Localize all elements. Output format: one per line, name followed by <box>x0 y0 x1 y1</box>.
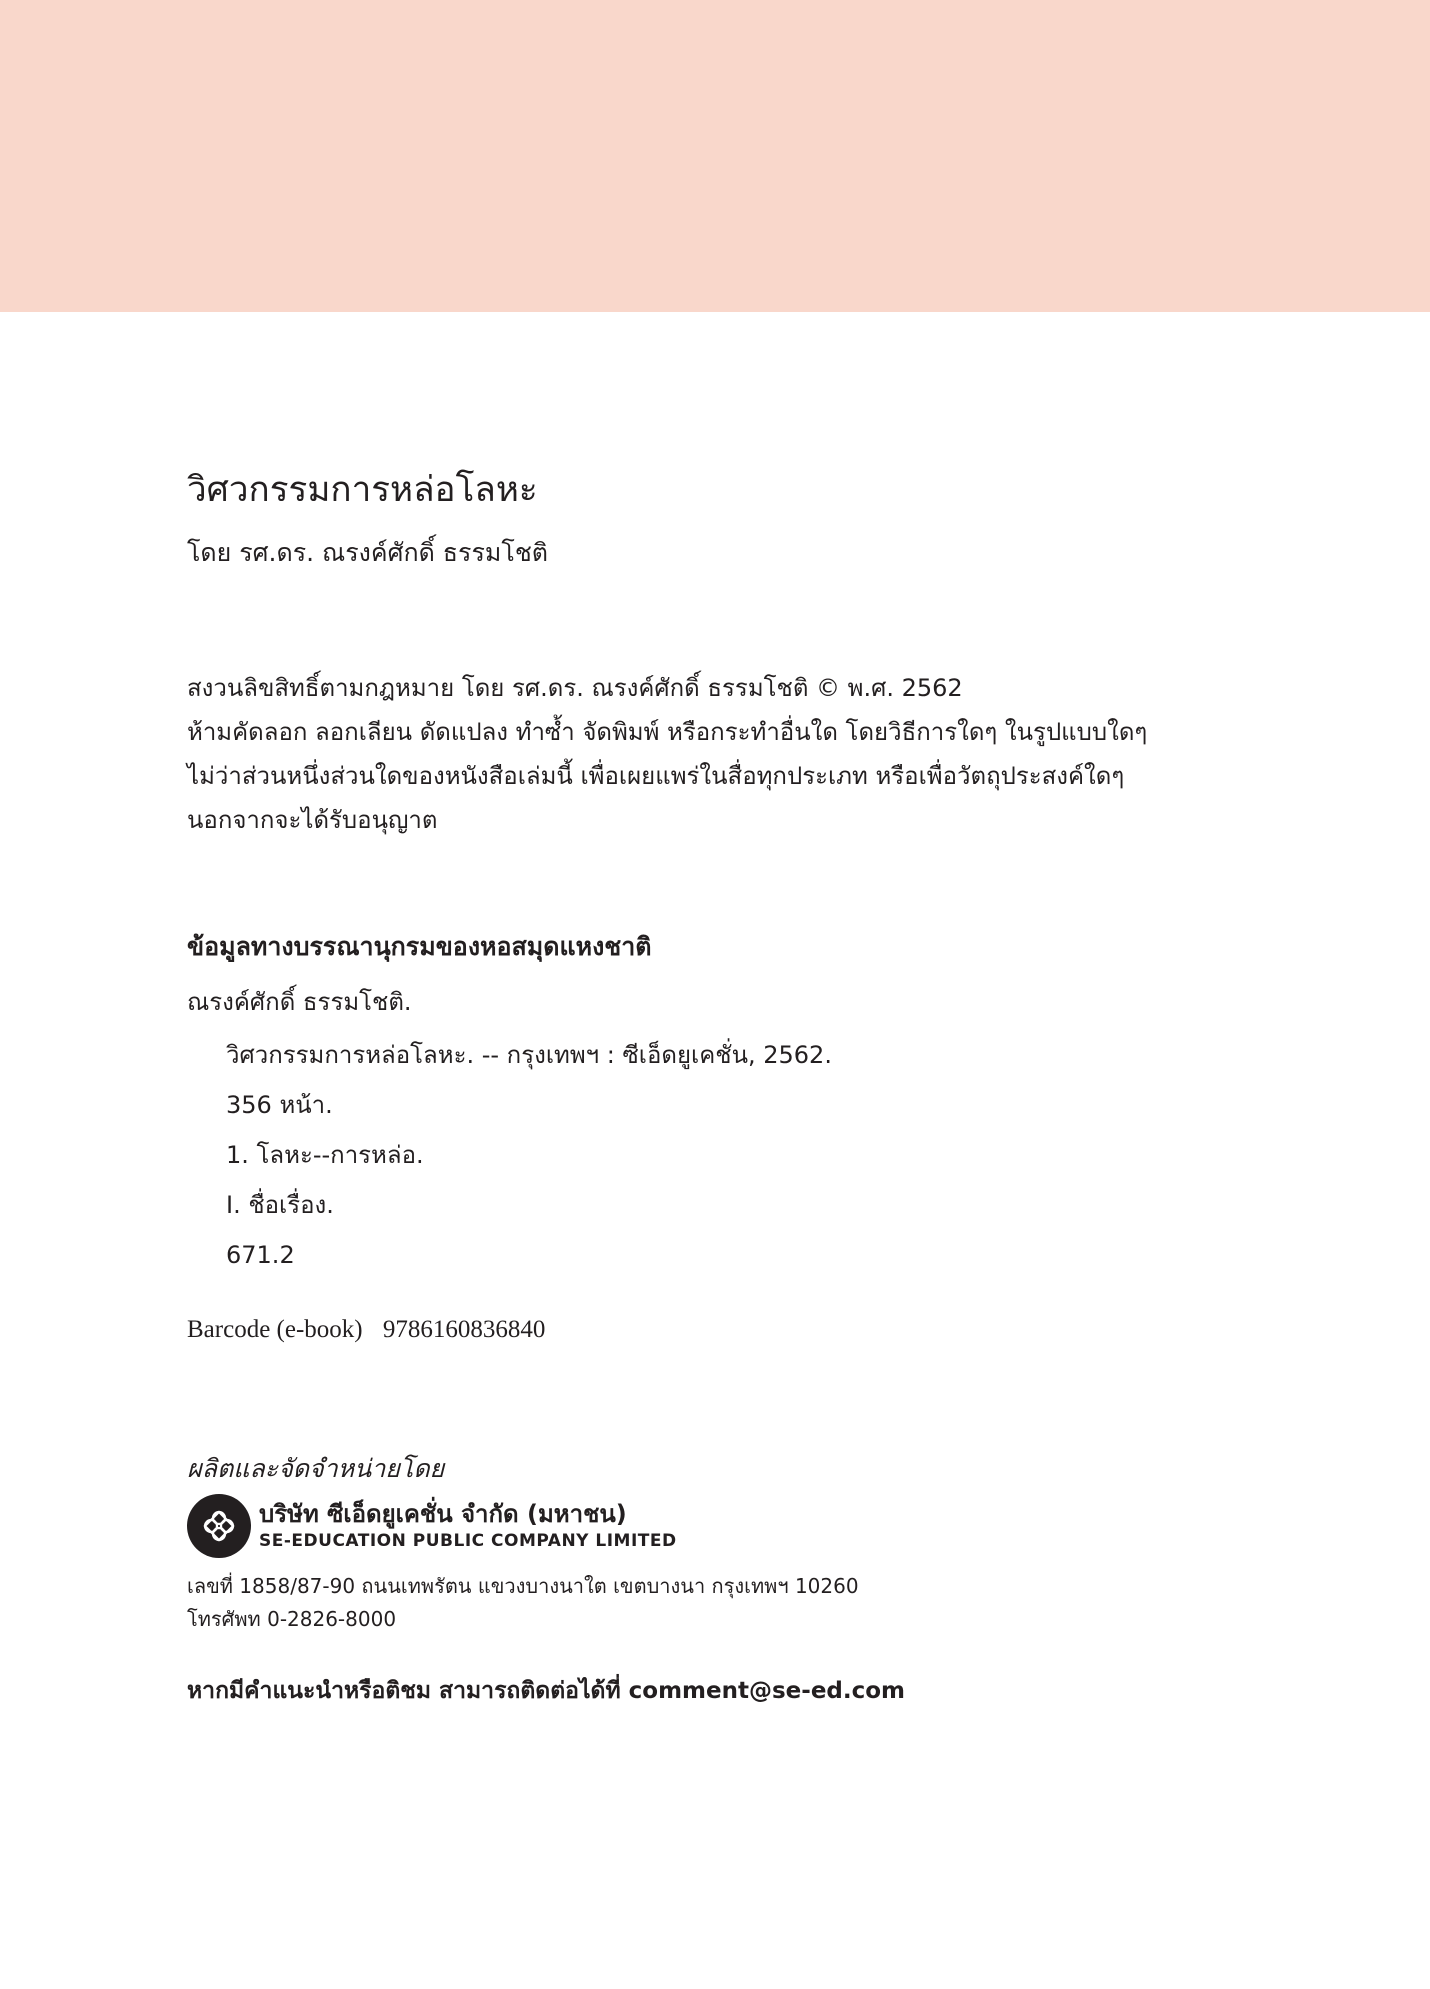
cip-entry: I. ชื่อเรื่อง. <box>226 1191 334 1219</box>
feedback-contact: หากมีคำแนะนำหรือติชม สามารถติดต่อได้ที่ comment@se-ed.com <box>187 1678 906 1704</box>
publisher-name-english: SE-EDUCATION PUBLIC COMPANY LIMITED <box>259 1531 677 1551</box>
copyright-line: ห้ามคัดลอก ลอกเลียน ดัดแปลง ทำซ้ำ จัดพิมพ์ หรือกระทำอื่นใด โดยวิธีการใดๆ ในรูปแบบใดๆ <box>187 718 1148 746</box>
book-title: วิศวกรรมการหล่อโลหะ <box>187 470 538 510</box>
barcode-line <box>187 1316 545 1344</box>
distribution-label: ผลิตและจัดจำหน่ายโดย <box>187 1454 445 1483</box>
cip-entry: 356 หน้า. <box>226 1091 333 1119</box>
publisher-address <box>187 1570 859 1636</box>
author-line: โดย รศ.ดร. ณรงค์ศักดิ์ ธรรมโชติ <box>187 538 549 567</box>
se-ed-logo-icon <box>187 1494 251 1558</box>
copyright-notice <box>187 666 1147 842</box>
copyright-line: ไม่ว่าส่วนหนึ่งส่วนใดของหนังสือเล่มนี้ เพื่อเผยแพร่ในสื่อทุกประเภท หรือเพื่อวัตถุประสงค์ใดๆ <box>187 762 1125 790</box>
top-color-band <box>0 0 1430 312</box>
phone-line: โทรศัพท 0-2826-8000 <box>187 1607 397 1631</box>
copyright-line: สงวนลิขสิทธิ์ตามกฎหมาย โดย รศ.ดร. ณรงค์ศักดิ์ ธรรมโชติ © พ.ศ. 2562 <box>187 674 963 702</box>
barcode-label: Barcode (e-book) <box>187 1316 363 1343</box>
cip-entry: 1. โลหะ--การหล่อ. <box>226 1141 424 1169</box>
cip-author: ณรงค์ศักดิ์ ธรรมโชติ. <box>187 988 412 1016</box>
publisher-name-thai: บริษัท ซีเอ็ดยูเคชั่น จำกัด (มหาชน) <box>259 1500 627 1528</box>
barcode-number: 9786160836840 <box>382 1316 546 1343</box>
copyright-line: นอกจากจะได้รับอนุญาต <box>187 806 438 834</box>
cip-entries <box>226 1030 832 1280</box>
cip-entry: วิศวกรรมการหล่อโลหะ. -- กรุงเทพฯ : ซีเอ็ดยูเคชั่น, 2562. <box>226 1041 832 1069</box>
cip-heading: ข้อมูลทางบรรณานุกรมของหอสมุดแหงชาติ <box>187 932 652 961</box>
cip-entry: 671.2 <box>226 1241 295 1269</box>
address-line: เลขที่ 1858/87-90 ถนนเทพรัตน แขวงบางนาใต เขตบางนา กรุงเทพฯ 10260 <box>187 1574 859 1598</box>
